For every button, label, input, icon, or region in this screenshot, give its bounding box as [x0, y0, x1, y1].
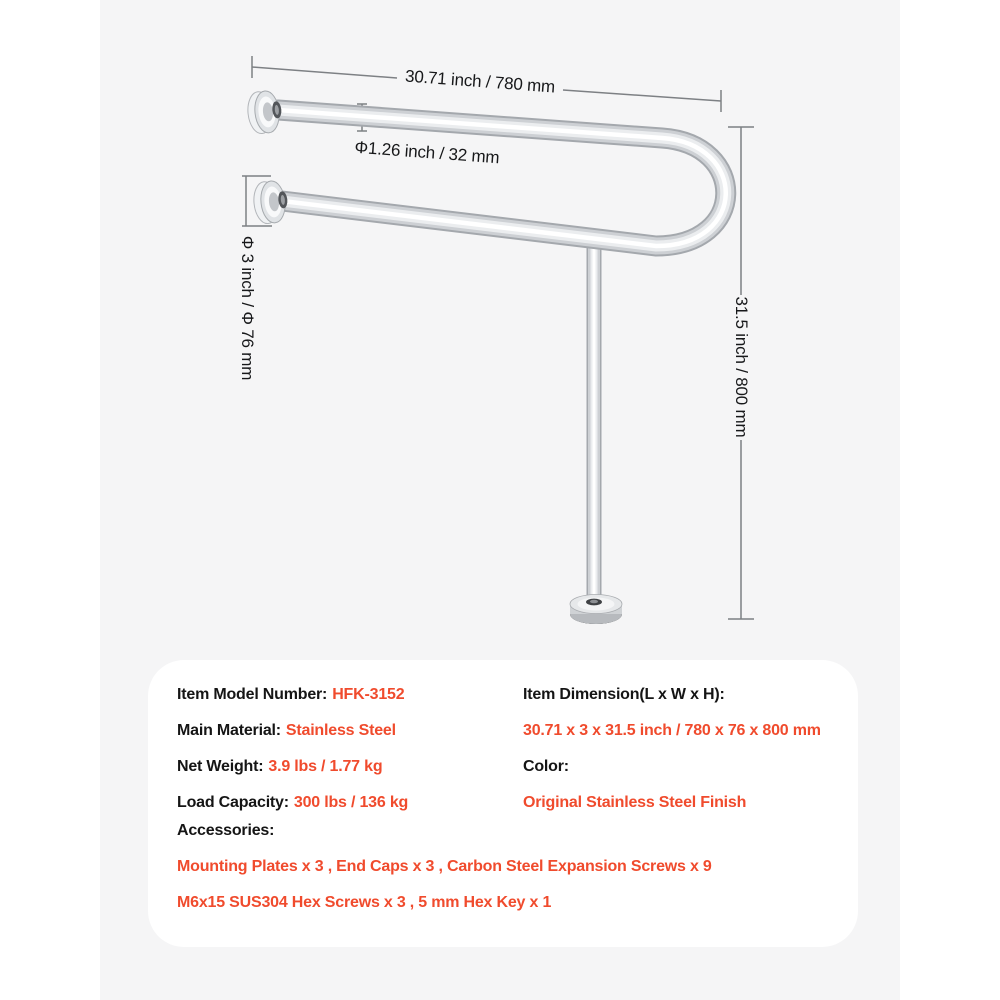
dimension-value: 30.71 x 3 x 31.5 inch / 780 x 76 x 800 mm — [523, 722, 821, 739]
wall-flange-top — [246, 89, 284, 134]
dim-length-line-left — [252, 67, 397, 78]
spec-row-dimension-value — [523, 720, 821, 742]
weight-label: Net Weight: — [177, 758, 264, 775]
dim-length-label: 30.71 inch / 780 mm — [404, 66, 556, 97]
spec-row-color-label — [523, 756, 569, 778]
spec-row-accessories-line2 — [177, 892, 551, 914]
spec-row-color-value — [523, 792, 746, 814]
spec-card — [148, 660, 858, 947]
spec-row-accessories-label — [177, 820, 274, 842]
color-value: Original Stainless Steel Finish — [523, 794, 747, 811]
color-label: Color: — [523, 758, 569, 775]
dim-length-line-right — [563, 90, 721, 101]
accessories-line1: Mounting Plates x 3 , End Caps x 3 , Carbon Steel Expansion Screws x 9 — [177, 858, 712, 875]
weight-value: 3.9 lbs / 1.77 kg — [268, 758, 383, 775]
spec-row-weight — [177, 756, 382, 778]
dimension-label: Item Dimension(L x W x H): — [523, 686, 725, 703]
material-label: Main Material: — [177, 722, 281, 739]
accessories-line2: M6x15 SUS304 Hex Screws x 3 , 5 mm Hex Key x 1 — [177, 894, 552, 911]
dim-height-label: 31.5 inch / 800 mm — [732, 296, 751, 438]
capacity-value: 300 lbs / 136 kg — [293, 794, 409, 811]
spec-row-dimension-label — [523, 684, 725, 706]
dim-flange-label: Φ 3 inch / Φ 76 mm — [238, 235, 257, 381]
spec-row-material — [177, 720, 396, 742]
floor-flange — [570, 595, 622, 625]
grab-bar-tube — [278, 110, 726, 246]
spec-row-accessories-line1 — [177, 856, 712, 878]
model-value: HFK-3152 — [332, 686, 405, 703]
material-value: Stainless Steel — [285, 722, 396, 739]
wall-flange-bottom — [252, 179, 290, 224]
model-label: Item Model Number: — [177, 686, 328, 703]
spec-row-model — [177, 684, 404, 706]
spec-row-capacity — [177, 792, 408, 814]
dim-diameter-label: Φ1.26 inch / 32 mm — [353, 137, 501, 168]
capacity-label: Load Capacity: — [177, 794, 289, 811]
accessories-label: Accessories: — [177, 822, 275, 839]
